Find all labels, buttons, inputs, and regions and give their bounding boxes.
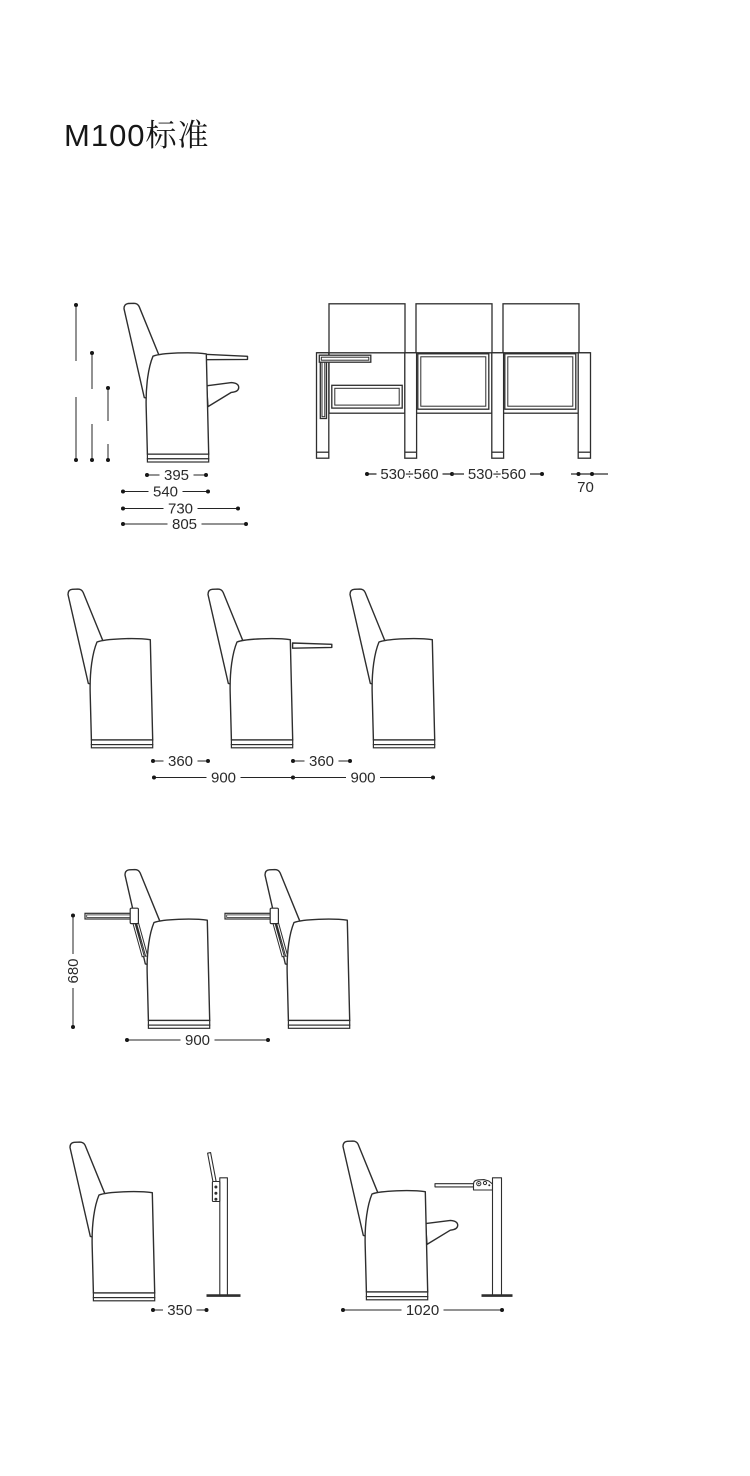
dim-label-730: 730 bbox=[167, 500, 194, 518]
hinge-bolt bbox=[214, 1198, 217, 1201]
seat-c bbox=[350, 589, 435, 748]
dim-gap-1 bbox=[151, 753, 210, 770]
dim-seat-width-1 bbox=[365, 466, 454, 483]
seat bbox=[70, 1142, 155, 1301]
dim-label-540: 540 bbox=[152, 483, 179, 501]
seat2-seat-up bbox=[418, 354, 489, 409]
dim-pitch-2 bbox=[293, 770, 435, 787]
seat-b bbox=[265, 870, 350, 1029]
figure-floor-stand bbox=[70, 1142, 241, 1319]
dim-seat-width-2 bbox=[452, 466, 544, 483]
dim-label-gap-2: 360 bbox=[308, 753, 335, 770]
hinge-bolt bbox=[214, 1192, 217, 1195]
stand-pole bbox=[220, 1178, 228, 1295]
dim-stand-offset bbox=[151, 1302, 209, 1319]
dim-label-seat-width-1: 530÷560 bbox=[380, 466, 439, 483]
dim-label-row-pitch: 900 bbox=[184, 1032, 211, 1049]
dim-label-pitch-1: 900 bbox=[210, 769, 237, 787]
floor-desk-open bbox=[435, 1178, 513, 1296]
figure-floor-desk bbox=[341, 1141, 513, 1319]
hinge-bolt bbox=[483, 1181, 486, 1184]
seat-a bbox=[125, 870, 210, 1029]
dim-leg-width bbox=[571, 472, 608, 496]
dim-label-desk-span: 1020 bbox=[405, 1302, 440, 1319]
dim-label-seat-depth: 395 bbox=[163, 467, 190, 484]
seat1-seat-down bbox=[332, 385, 402, 408]
dim-row-pitch bbox=[125, 1032, 270, 1049]
desk-tablet bbox=[435, 1184, 474, 1187]
dim-label-leg-width: 70 bbox=[577, 479, 594, 496]
dim-730 bbox=[121, 501, 240, 518]
stand-tablet-folded bbox=[208, 1153, 217, 1182]
seat-side bbox=[124, 303, 209, 462]
hinge-bolt bbox=[488, 1184, 490, 1186]
dim-tablet-height bbox=[65, 914, 82, 1030]
dim-540 bbox=[121, 484, 210, 501]
armrest bbox=[426, 1220, 458, 1244]
figure-tablet-stored bbox=[65, 870, 350, 1049]
dim-label-gap-1: 360 bbox=[167, 753, 194, 770]
dim-805 bbox=[121, 516, 248, 533]
dim-label-pitch-2: 900 bbox=[350, 769, 376, 787]
figure-side-view bbox=[74, 303, 248, 533]
dim-395 bbox=[145, 467, 208, 484]
vertical-reference-lines bbox=[74, 303, 110, 462]
floor-stand-folded bbox=[207, 1153, 241, 1296]
seat-a bbox=[68, 589, 153, 748]
dim-gap-2 bbox=[291, 753, 352, 770]
seat3-seat-up bbox=[505, 354, 576, 409]
seat-b-tablet bbox=[293, 643, 332, 648]
seat bbox=[343, 1141, 428, 1300]
dim-desk-span bbox=[341, 1302, 504, 1319]
dim-label-tablet-height: 680 bbox=[65, 958, 82, 984]
dim-label-805: 805 bbox=[171, 516, 198, 533]
seat-b bbox=[208, 589, 293, 748]
dim-label-stand-offset: 350 bbox=[167, 1302, 193, 1319]
figure-front-view bbox=[317, 304, 609, 496]
hinge-bolt bbox=[214, 1186, 217, 1189]
figure-row-spacing bbox=[68, 589, 435, 786]
dim-pitch-1 bbox=[152, 770, 295, 787]
desk-pole bbox=[493, 1178, 502, 1295]
writing-tablet bbox=[205, 354, 248, 359]
hinge-pivot-center bbox=[478, 1183, 480, 1185]
dim-label-seat-width-2: 530÷560 bbox=[467, 466, 527, 483]
page-title: M100标准 bbox=[64, 118, 210, 153]
armrest bbox=[207, 383, 239, 407]
